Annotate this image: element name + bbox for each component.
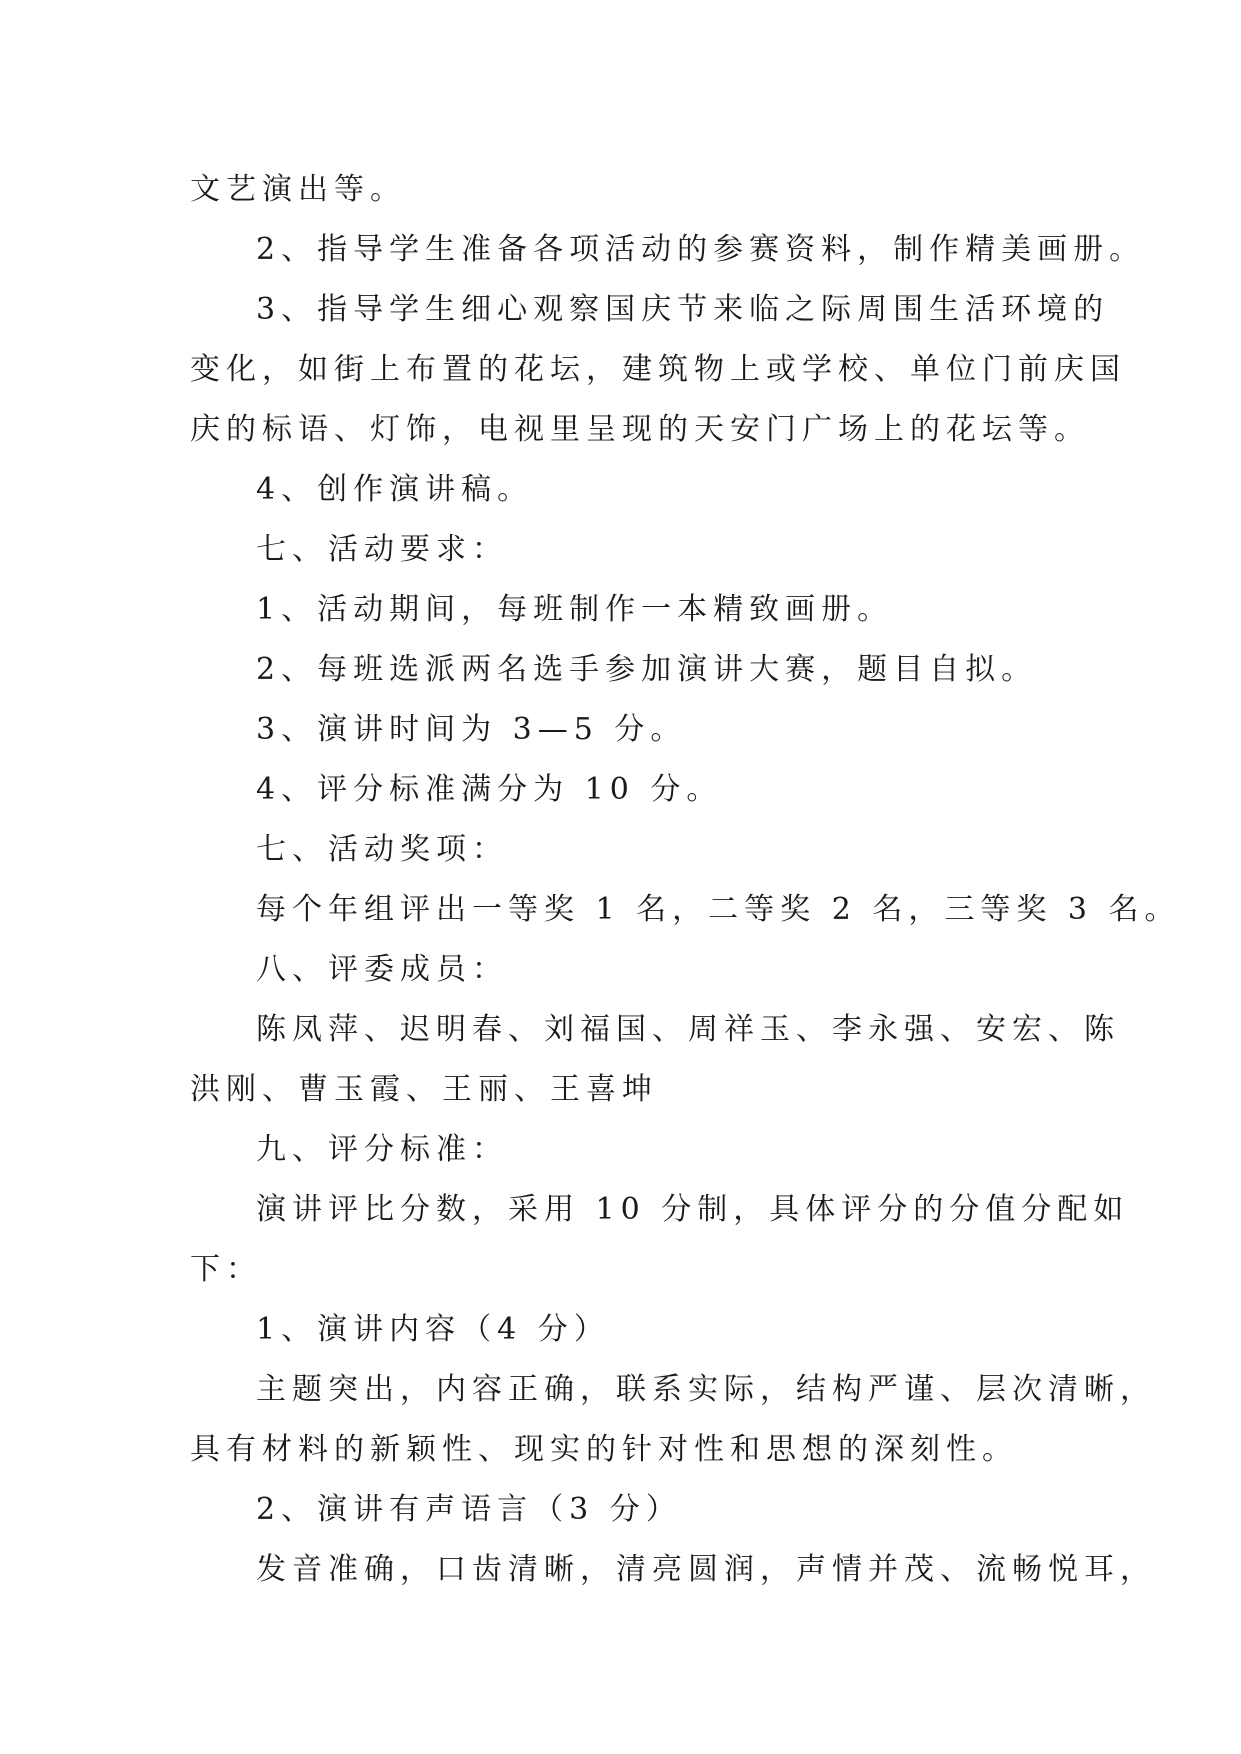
text-line: 4、评分标准满分为 10 分。 (256, 772, 723, 807)
text-line: 下： (190, 1252, 262, 1287)
text-line: 演讲评比分数，采用 10 分制，具体评分的分值分配如 (256, 1192, 1130, 1227)
text-line: 2、指导学生准备各项活动的参赛资料，制作精美画册。 (256, 232, 1146, 267)
section-heading: 七、活动奖项： (256, 832, 508, 867)
text-line: 发音准确，口齿清晰，清亮圆润，声情并茂、流畅悦耳， (256, 1552, 1156, 1587)
text-line: 洪刚、曹玉霞、王丽、王喜坤 (190, 1072, 658, 1107)
text-line: 变化，如街上布置的花坛，建筑物上或学校、单位门前庆国 (190, 352, 1126, 387)
section-heading: 九、评分标准： (256, 1132, 508, 1167)
text-line: 3、演讲时间为 3—5 分。 (256, 712, 687, 747)
text-line: 每个年组评出一等奖 1 名，二等奖 2 名，三等奖 3 名。 (256, 892, 1181, 927)
text-line: 2、演讲有声语言（3 分） (256, 1492, 682, 1527)
section-heading: 八、评委成员： (256, 952, 508, 987)
text-line: 3、指导学生细心观察国庆节来临之际周围生活环境的 (256, 292, 1110, 327)
text-line: 庆的标语、灯饰，电视里呈现的天安门广场上的花坛等。 (190, 412, 1090, 447)
text-line: 4、创作演讲稿。 (256, 472, 534, 507)
text-line: 1、演讲内容（4 分） (256, 1312, 610, 1347)
text-line: 文艺演出等。 (190, 172, 406, 207)
text-line: 1、活动期间，每班制作一本精致画册。 (256, 592, 894, 627)
text-line: 具有材料的新颖性、现实的针对性和思想的深刻性。 (190, 1432, 1018, 1467)
section-heading: 七、活动要求： (256, 532, 508, 567)
text-line: 2、每班选派两名选手参加演讲大赛，题目自拟。 (256, 652, 1038, 687)
document-body (190, 160, 1181, 1600)
text-line: 主题突出，内容正确，联系实际，结构严谨、层次清晰， (256, 1372, 1156, 1407)
text-line: 陈凤萍、迟明春、刘福国、周祥玉、李永强、安宏、陈 (256, 1012, 1120, 1047)
